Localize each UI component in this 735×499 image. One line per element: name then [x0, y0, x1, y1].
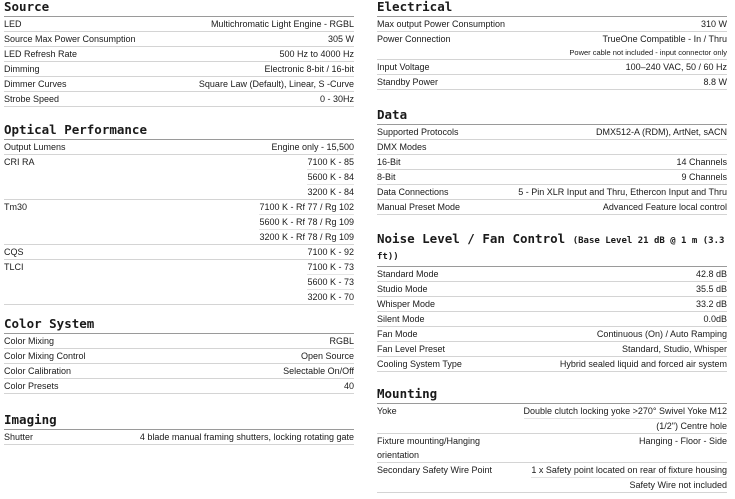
spec-value-line: 40: [343, 381, 354, 391]
spec-value: [518, 185, 727, 199]
section-title-text: Electrical: [377, 0, 453, 14]
spec-row-fan-mode: [377, 327, 727, 342]
spec-value: [639, 434, 727, 448]
section-title-text: Optical Performance: [4, 122, 147, 137]
spec-value: [301, 349, 354, 363]
spec-value-line: 0.0dB: [703, 314, 727, 324]
spec-row-color-mixing: [4, 334, 354, 349]
spec-value: [259, 200, 354, 244]
spec-row-yoke: [377, 404, 727, 434]
spec-row-color-presets: [4, 379, 354, 394]
spec-value-line: Engine only - 15,500: [271, 142, 354, 152]
spec-label: LED Refresh Rate: [4, 49, 78, 59]
spec-label: Color Presets: [4, 381, 59, 391]
spec-label: Standby Power: [377, 77, 439, 87]
spec-label: Supported Protocols: [377, 127, 459, 137]
spec-row-16-bit: [377, 155, 727, 170]
spec-value-line: 35.5 dB: [695, 284, 727, 294]
spec-label: Fan Level Preset: [377, 344, 446, 354]
spec-value: [199, 77, 354, 91]
spec-value-line: 100–240 VAC, 50 / 60 Hz: [625, 62, 727, 72]
spec-row-strobe-speed: [4, 92, 354, 107]
spec-value: [560, 357, 727, 371]
section-title: [377, 0, 727, 17]
spec-label: Strobe Speed: [4, 94, 60, 104]
spec-value: [211, 17, 354, 31]
spec-label: Color Calibration: [4, 366, 72, 376]
spec-value: [696, 297, 727, 311]
spec-row-dimming: [4, 62, 354, 77]
spec-row-cri-ra: [4, 155, 354, 200]
spec-value-line: 3200 K - 70: [307, 289, 354, 304]
spec-value-line: RGBL: [329, 336, 354, 346]
spec-label: Studio Mode: [377, 284, 428, 294]
spec-value: [524, 404, 727, 433]
section-mounting: [377, 387, 727, 493]
section-title-text: Imaging: [4, 412, 57, 427]
spec-label: Max output Power Consumption: [377, 19, 506, 29]
spec-value: [724, 140, 727, 154]
spec-row-tlci: [4, 260, 354, 305]
spec-value-line: Safety Wire not included: [531, 477, 727, 492]
spec-row-manual-preset-mode: [377, 200, 727, 215]
spec-row-supported-protocols: [377, 125, 727, 140]
spec-value-line: (1/2") Centre hole: [524, 418, 727, 433]
spec-label: Manual Preset Mode: [377, 202, 461, 212]
spec-label: Input Voltage: [377, 62, 430, 72]
section-title: [4, 123, 354, 140]
spec-label: Dimmer Curves: [4, 79, 67, 89]
spec-label: CQS: [4, 247, 24, 257]
section-title-text: Mounting: [377, 386, 438, 401]
spec-value: [626, 60, 727, 74]
spec-label: Color Mixing: [4, 336, 55, 346]
spec-row-dimmer-curves: [4, 77, 354, 92]
spec-row-led: [4, 17, 354, 32]
spec-row-secondary-safety-wire-point: [377, 463, 727, 493]
spec-value-line: Electronic 8-bit / 16-bit: [264, 64, 354, 74]
spec-row-power-connection: [377, 32, 727, 60]
spec-row-8-bit: [377, 170, 727, 185]
spec-value: [328, 32, 354, 46]
spec-label: Fixture mounting/Hanging orientation: [377, 436, 481, 460]
spec-label: 8-Bit: [377, 172, 396, 182]
spec-value-line: 1 x Safety point located on rear of fixture housing: [531, 465, 727, 475]
section-optical: [4, 123, 354, 305]
spec-value-line: 5600 K - 84: [307, 169, 354, 184]
spec-value-line: Selectable On/Off: [283, 366, 354, 376]
spec-value-line: 33.2 dB: [695, 299, 727, 309]
spec-row-dmx-modes: [377, 140, 727, 155]
spec-label: Power Connection: [377, 34, 451, 44]
spec-value-line: Standard, Studio, Whisper: [621, 344, 727, 354]
spec-row-data-connections: [377, 185, 727, 200]
section-source: [4, 0, 354, 107]
spec-value: [622, 342, 727, 356]
spec-label: Silent Mode: [377, 314, 425, 324]
spec-value: [569, 32, 727, 59]
section-color: [4, 317, 354, 394]
spec-value: [681, 170, 727, 184]
spec-label: 16-Bit: [377, 157, 401, 167]
spec-value-line: 42.8 dB: [695, 269, 727, 279]
spec-row-input-voltage: [377, 60, 727, 75]
spec-value: [701, 17, 727, 31]
spec-value-line: 7100 K - 85: [307, 157, 354, 167]
spec-row-shutter: [4, 430, 354, 445]
spec-value: [703, 75, 727, 89]
spec-row-silent-mode: [377, 312, 727, 327]
spec-label: Secondary Safety Wire Point: [377, 465, 493, 475]
spec-value: [344, 379, 354, 393]
spec-row-fan-level-preset: [377, 342, 727, 357]
spec-label: DMX Modes: [377, 142, 427, 152]
spec-label: Data Connections: [377, 187, 449, 197]
spec-value-line: 4 blade manual framing shutters, locking rotating gate: [139, 432, 354, 442]
section-imaging: [4, 413, 354, 445]
spec-row-source-max-power-consumption: [4, 32, 354, 47]
spec-value-line: 5 - Pin XLR Input and Thru, Ethercon Input and Thru: [518, 187, 727, 197]
spec-row-tm30: [4, 200, 354, 245]
spec-value: [676, 155, 727, 169]
spec-value-line: 5600 K - Rf 78 / Rg 109: [259, 214, 354, 229]
spec-value-line: 3200 K - 84: [307, 184, 354, 199]
spec-value: [596, 125, 727, 139]
spec-row-max-output-power-consumption: [377, 17, 727, 32]
spec-value: [329, 334, 354, 348]
spec-value-line: 9 Channels: [681, 172, 727, 182]
spec-label: Dimming: [4, 64, 40, 74]
spec-value: [271, 140, 354, 154]
section-title: [4, 317, 354, 334]
spec-value-line: 305 W: [327, 34, 354, 44]
section-title: [377, 387, 727, 404]
spec-row-standby-power: [377, 75, 727, 90]
spec-row-led-refresh-rate: [4, 47, 354, 62]
spec-value-line: 500 Hz to 4000 Hz: [279, 49, 354, 59]
spec-label: Standard Mode: [377, 269, 439, 279]
spec-value: [703, 312, 727, 326]
spec-label: LED: [4, 19, 22, 29]
spec-label: Yoke: [377, 406, 397, 416]
spec-value: [597, 327, 727, 341]
spec-value: [320, 92, 354, 106]
spec-value: [140, 430, 354, 444]
spec-value-line: Double clutch locking yoke >270° Swivel Yoke M12: [523, 406, 727, 416]
spec-value: [696, 267, 727, 281]
spec-label: Tm30: [4, 202, 28, 212]
spec-value: [307, 260, 354, 304]
section-note: (Base Level 21 dB @ 1 m (3.3 ft)): [377, 236, 725, 262]
section-title: [377, 232, 727, 267]
spec-label: TLCI: [4, 262, 24, 272]
spec-value-line: DMX512-A (RDM), ArtNet, sACN: [595, 127, 727, 137]
spec-row-color-mixing-control: [4, 349, 354, 364]
spec-value-line: [724, 140, 727, 154]
spec-value-line: Open Source: [300, 351, 354, 361]
spec-row-whisper-mode: [377, 297, 727, 312]
spec-value: [307, 155, 354, 199]
spec-row-output-lumens: [4, 140, 354, 155]
spec-value-line: 5600 K - 73: [307, 274, 354, 289]
spec-row-studio-mode: [377, 282, 727, 297]
spec-value: [264, 62, 354, 76]
spec-label: Source Max Power Consumption: [4, 34, 136, 44]
spec-value-line: 7100 K - Rf 77 / Rg 102: [259, 202, 354, 212]
section-data: [377, 108, 727, 215]
spec-row-color-calibration: [4, 364, 354, 379]
section-noise: [377, 232, 727, 372]
spec-value: [283, 364, 354, 378]
spec-value-line: 7100 K - 73: [307, 262, 354, 272]
spec-value-line: 3200 K - Rf 78 / Rg 109: [259, 229, 354, 244]
spec-value: [531, 463, 727, 492]
spec-label: Output Lumens: [4, 142, 66, 152]
spec-row-fixture-mounting-hanging-orientation: [377, 434, 727, 463]
spec-value-line: 8.8 W: [703, 77, 727, 87]
spec-value-line: 7100 K - 92: [307, 247, 354, 257]
spec-value: [696, 282, 727, 296]
section-title-text: Color System: [4, 316, 95, 331]
section-title-text: Noise Level / Fan Control: [377, 231, 566, 246]
spec-value: [307, 245, 354, 259]
spec-value-line: Hanging - Floor - Side: [638, 436, 727, 446]
spec-value-line: Continuous (On) / Auto Ramping: [596, 329, 727, 339]
spec-label: Shutter: [4, 432, 34, 442]
spec-value-line: 310 W: [700, 19, 727, 29]
section-title-text: Source: [4, 0, 50, 14]
spec-value: [279, 47, 354, 61]
spec-row-cqs: [4, 245, 354, 260]
section-title: [377, 108, 727, 125]
spec-value-line: Advanced Feature local control: [602, 202, 727, 212]
spec-value-line: TrueOne Compatible - In / Thru: [602, 34, 727, 44]
spec-label: Fan Mode: [377, 329, 418, 339]
spec-value-line: Multichromatic Light Engine - RGBL: [210, 19, 354, 29]
spec-value-line: Hybrid sealed liquid and forced air system: [559, 359, 727, 369]
spec-label: Color Mixing Control: [4, 351, 86, 361]
section-electrical: [377, 0, 727, 90]
spec-value-line: 14 Channels: [676, 157, 727, 167]
section-title: [4, 0, 354, 17]
spec-row-standard-mode: [377, 267, 727, 282]
spec-row-cooling-system-type: [377, 357, 727, 372]
spec-value-line: Square Law (Default), Linear, S -Curve: [198, 79, 354, 89]
spec-label: Whisper Mode: [377, 299, 436, 309]
spec-label: CRI RA: [4, 157, 35, 167]
section-title: [4, 413, 354, 430]
spec-value-footnote: Power cable not included - input connector only: [569, 48, 727, 57]
spec-value-line: 0 - 30Hz: [319, 94, 354, 104]
spec-value: [603, 200, 727, 214]
spec-label: Cooling System Type: [377, 359, 462, 369]
section-title-text: Data: [377, 107, 408, 122]
